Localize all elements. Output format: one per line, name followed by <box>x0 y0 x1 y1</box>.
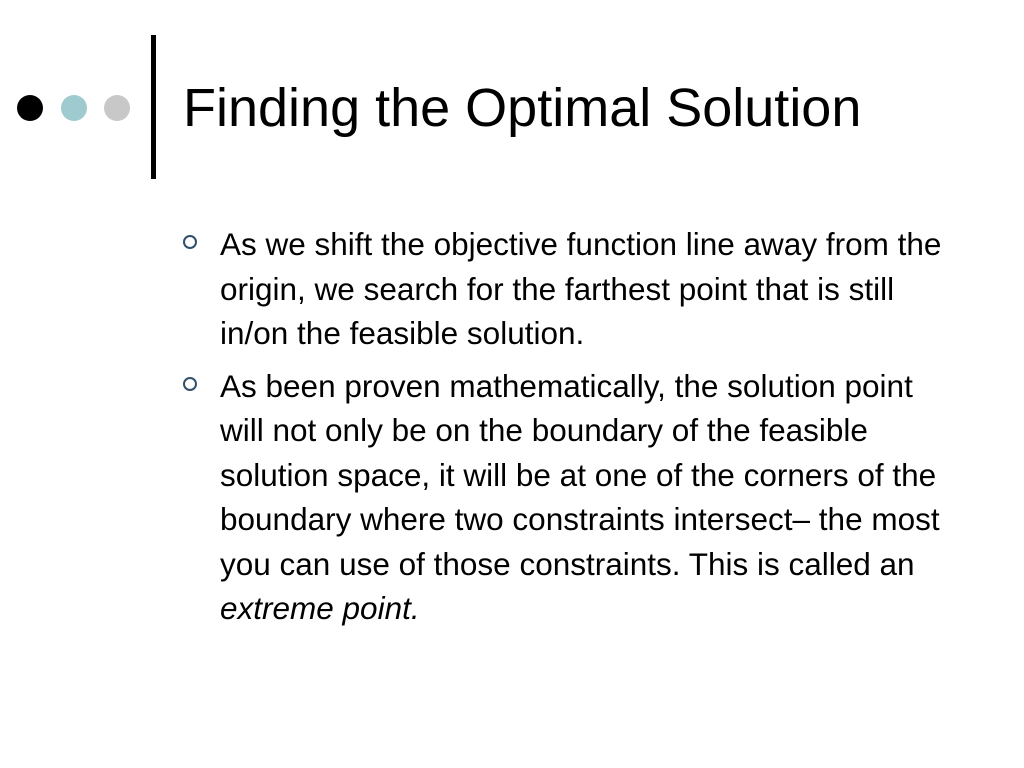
bullet-item <box>183 364 953 631</box>
title-divider <box>151 35 156 179</box>
black-dot-icon <box>17 95 43 121</box>
bullet-text: As been proven mathematically, the solution point will not only be on the boundary of the feasible solution space, it will be at one of the corners of the boundary where two constraints intersect– the most you can use of those constraints. This is called an <box>220 367 940 582</box>
bullet-text: As we shift the objective function line away from the origin, we search for the farthest point that is still in/on the feasible solution. <box>220 226 942 351</box>
gray-dot-icon <box>104 95 130 121</box>
bullet-list <box>183 222 953 639</box>
teal-dot-icon <box>61 95 87 121</box>
emphasized-term: extreme point. <box>220 590 420 626</box>
hollow-circle-bullet-icon <box>183 377 197 391</box>
hollow-circle-bullet-icon <box>183 235 197 249</box>
bullet-item <box>183 222 953 356</box>
slide-title: Finding the Optimal Solution <box>183 78 862 138</box>
